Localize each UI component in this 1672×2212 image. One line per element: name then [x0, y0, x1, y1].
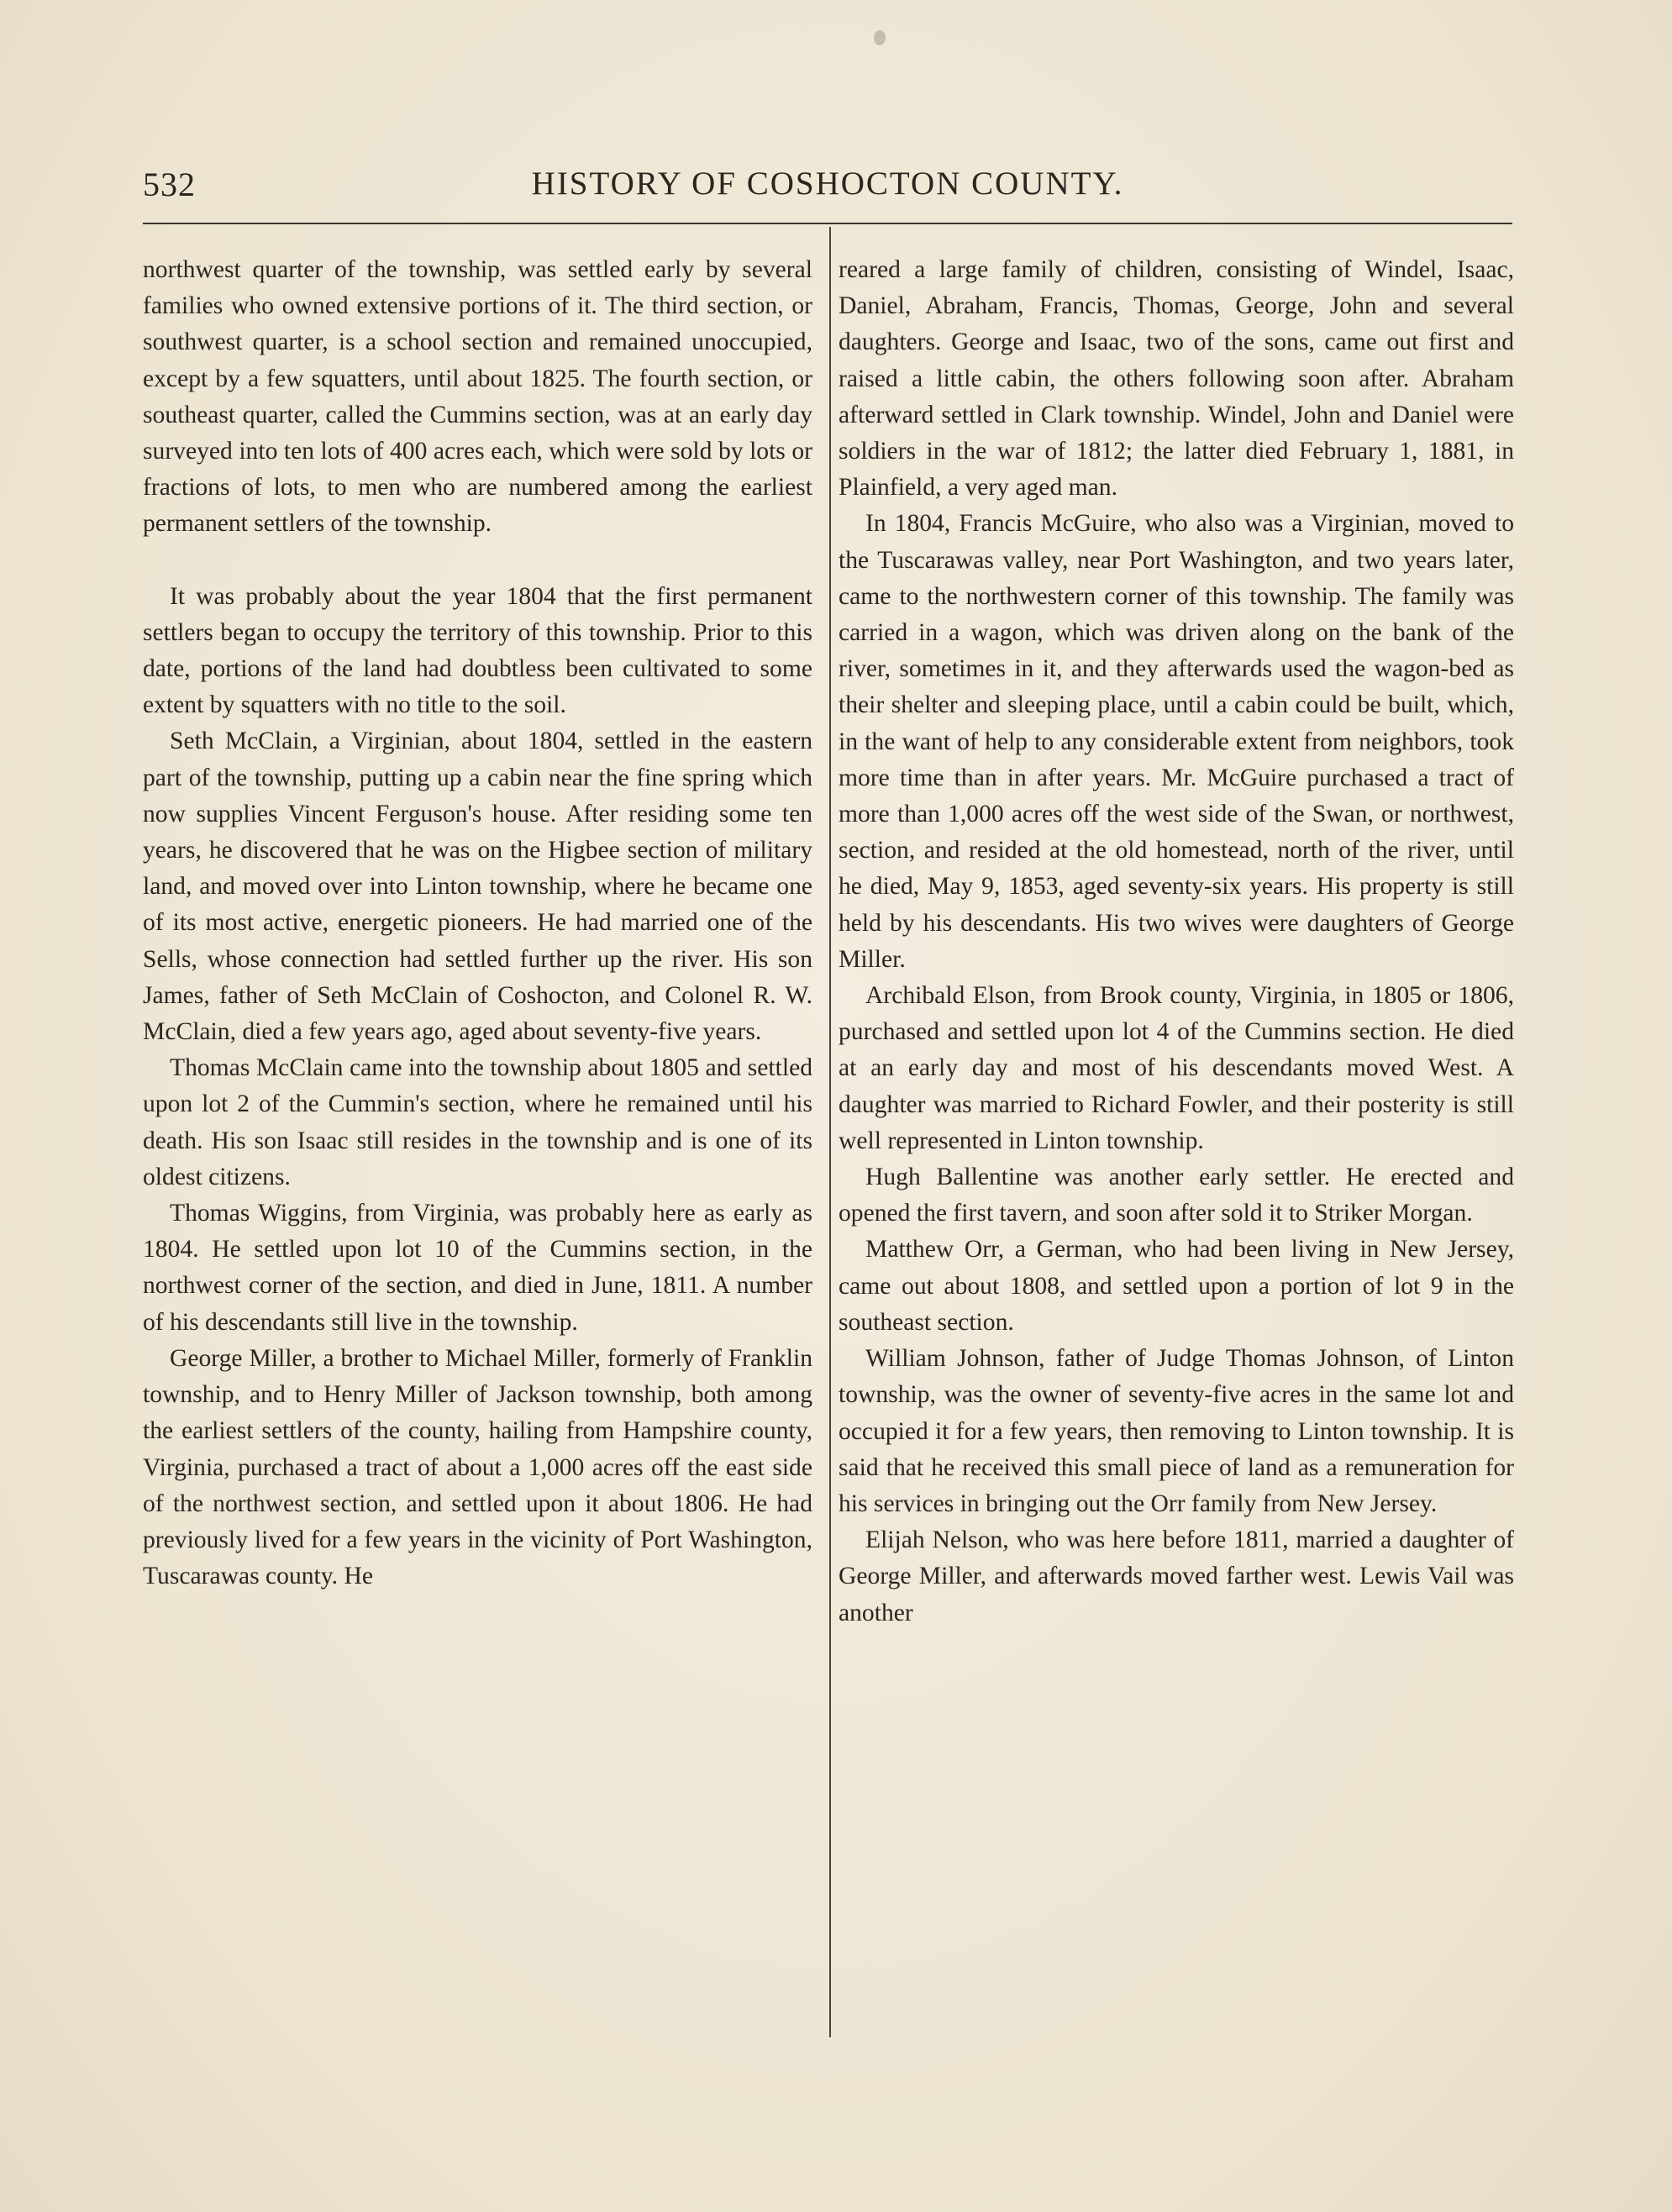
ink-speck	[874, 30, 886, 45]
paragraph: Thomas Wiggins, from Virginia, was probably here as early as 1804. He settled upon lot 10 of the Cummins section, in the northwest corner of the section, and died in June, 1811. A number of his descendants still live in the township.	[143, 1200, 812, 1336]
page-header	[143, 165, 1512, 215]
paragraph: Archibald Elson, from Brook county, Virginia, in 1805 or 1806, purchased and settled upon lot 4 of the Cummins section. He died at an early day and most of his descendants moved West. A daughter was married to Richard Fowler, and their posterity is still well represented in Linton township.	[839, 982, 1514, 1154]
paragraph: Matthew Orr, a German, who had been living in New Jersey, came out about 1808, and settled upon a portion of lot 9 in the southeast section.	[839, 1236, 1514, 1336]
paragraph: In 1804, Francis McGuire, who also was a Virginian, moved to the Tuscarawas valley, near Port Washington, and two years later, came to the northwestern corner of this township. The family was carried in a wagon, which was driven along on the bank of the river, sometimes in it, and they afterwards used the wagon-bed as their shelter and sleeping place, until a cabin could be built, which, in the want of help to any considerable extent from neighbors, took more time than in after years. Mr. McGuire purchased a tract of more than 1,000 acres off the west side of the Swan, or northwest, section, and resided at the old homestead, north of the river, until he died, May 9, 1853, aged seventy-six years. His property is still held by his descendants. His two wives were daughters of George Miller.	[839, 510, 1514, 973]
paragraph: reared a large family of children, consisting of Windel, Isaac, Daniel, Abraham, Francis, Thomas, George, John and several daughters. George and Isaac, two of the sons, came out first and raised a little cabin, the others following soon after. Abraham afterward settled in Clark township. Windel, John and Daniel were soldiers in the war of 1812; the latter died February 1, 1881, in Plainfield, a very aged man.	[839, 256, 1514, 502]
paragraph: northwest quarter of the township, was settled early by several families who owned extensive portions of it. The third section, or southwest quarter, is a school section and remained unoccupied, except by a few squatters, until about 1825. The fourth section, or southeast quarter, called the Cummins section, was at an early day surveyed into ten lots of 400 acres each, which were sold by lots or fractions of lots, to men who are numbered among the earliest permanent settlers of the township.	[143, 256, 812, 538]
paragraph: William Johnson, father of Judge Thomas Johnson, of Linton township, was the owner of seventy-five acres in the same lot and occupied it for a few years, then removing to Linton township. It is said that he received this small piece of land as a remuneration for his services in bringing out the Orr family from New Jersey.	[839, 1345, 1514, 1517]
paragraph: George Miller, a brother to Michael Miller, formerly of Franklin township, and to Henry Miller of Jackson township, both among the earliest settlers of the county, hailing from Hampshire county, Virginia, purchased a tract of about a 1,000 acres off the east side of the northwest section, and settled upon it about 1806. He had previously lived for a few years in the vicinity of Port Washington, Tuscarawas county. He	[143, 1344, 812, 1590]
page-number: 532	[143, 166, 196, 203]
paragraph: It was probably about the year 1804 that the first permanent settlers began to occupy the territory of this township. Prior to this date, portions of the land had doubtless been cultivated to some extent by squatters with no title to the soil.	[143, 582, 812, 719]
column-divider	[829, 227, 831, 2037]
paragraph: Hugh Ballentine was another early settler. He erected and opened the first tavern, and soon after sold it to Striker Morgan.	[839, 1164, 1514, 1227]
left-column	[143, 252, 812, 1595]
paragraph: Elijah Nelson, who was here before 1811, married a daughter of George Miller, and afterwards moved farther west. Lewis Vail was another	[839, 1526, 1514, 1626]
paragraph: Seth McClain, a Virginian, about 1804, settled in the eastern part of the township, putting up a cabin near the fine spring which now supplies Vincent Ferguson's house. After residing some ten years, he discovered that he was on the Higbee section of military land, and moved over into Linton township, where he became one of its most active, energetic pioneers. He had married one of the Sells, whose connection had settled further up the river. His son James, father of Seth McClain of Coshocton, and Colonel R. W. McClain, died a few years ago, aged about seventy-five years.	[143, 728, 812, 1046]
paragraph: Thomas McClain came into the township about 1805 and settled upon lot 2 of the Cummin's section, where he remained until his death. His son Isaac still resides in the township and is one of its oldest citizens.	[143, 1054, 812, 1190]
running-head-title: HISTORY OF COSHOCTON COUNTY.	[531, 166, 1124, 202]
right-column	[839, 252, 1514, 1631]
header-rule	[143, 223, 1512, 224]
